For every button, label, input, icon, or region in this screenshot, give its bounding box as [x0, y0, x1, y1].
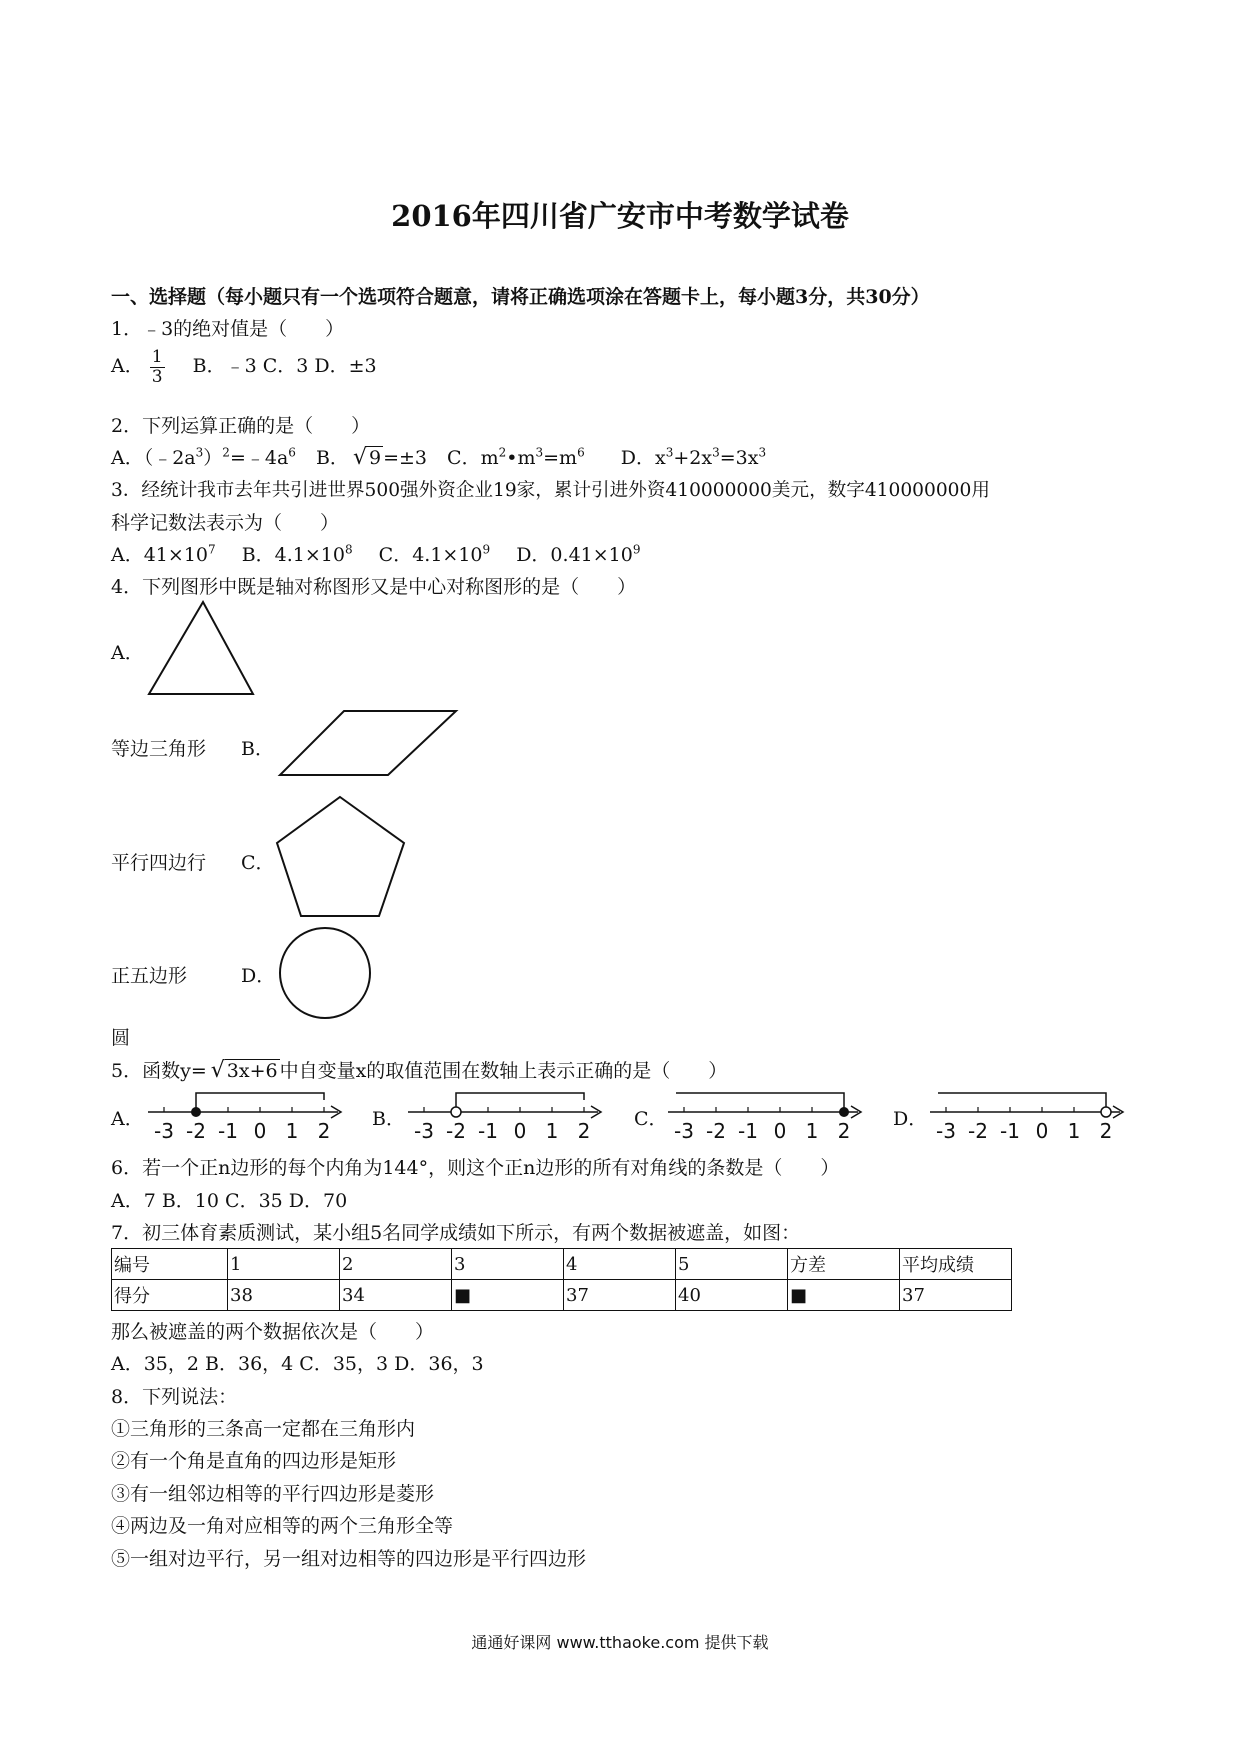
svg-text:2: 2	[577, 1119, 591, 1140]
svg-text:-1: -1	[218, 1119, 238, 1140]
svg-text:-3: -3	[936, 1119, 956, 1140]
q4-option-b-label: B．	[241, 738, 274, 760]
svg-text:2: 2	[837, 1119, 851, 1140]
q2-options	[111, 443, 766, 470]
number-line-a	[148, 1088, 348, 1140]
table-cell: 2	[340, 1249, 452, 1280]
table-cell: 5	[676, 1249, 788, 1280]
svg-text:-3: -3	[154, 1119, 174, 1140]
q8-item: ⑤一组对边平行，另一组对边相等的四边形是平行四边形	[111, 1548, 587, 1570]
q7-options: A．35，2 B．36，4 C．35，3 D．36，3	[111, 1353, 484, 1375]
svg-text:0: 0	[1035, 1119, 1049, 1140]
q6-stem: 6．若一个正n边形的每个内角为144°，则这个正n边形的所有对角线的条数是（ ）	[111, 1157, 840, 1179]
q1-fraction	[150, 348, 165, 386]
table-cell: 37	[900, 1280, 1012, 1311]
q8-stem: 8．下列说法：	[111, 1386, 238, 1408]
q3-stem-line1: 3．经统计我市去年共引进世界500强外资企业19家，累计引进外资410000000美元，数字410000000用	[111, 480, 990, 501]
table-cell: 34	[340, 1280, 452, 1311]
circle-figure	[275, 923, 375, 1023]
q4-stem: 4．下列图形中既是轴对称图形又是中心对称图形的是（ ）	[111, 576, 637, 598]
number-line-c	[668, 1088, 868, 1140]
svg-text:-1: -1	[478, 1119, 498, 1140]
q4-option-c-label: C．	[241, 852, 275, 874]
svg-text:-2: -2	[968, 1119, 988, 1140]
q5-option-c-label: C．	[634, 1108, 668, 1130]
masked-cell: ■	[788, 1280, 900, 1311]
table-cell: 37	[564, 1280, 676, 1311]
number-line-d	[930, 1088, 1130, 1140]
q2-option-a: A．$(﹣2a^3)^2=﹣4a^6$	[111, 445, 296, 469]
svg-text:1: 1	[285, 1119, 299, 1140]
q2-option-c: C．$m^2•m^3=m^6$	[447, 445, 585, 469]
svg-text:0: 0	[773, 1119, 787, 1140]
svg-text:0: 0	[253, 1119, 267, 1140]
score-table	[111, 1248, 1012, 1311]
q7-followup: 那么被遮盖的两个数据依次是（ ）	[111, 1321, 435, 1343]
table-header-row	[112, 1249, 1012, 1280]
q5-option-b-label: B．	[372, 1108, 405, 1130]
svg-text:-2: -2	[186, 1119, 206, 1140]
table-cell: 4	[564, 1249, 676, 1280]
q4-option-d-label: D．	[241, 965, 276, 987]
q5-stem: 5．函数y= √ 3x+6 中自变量x的取值范围在数轴上表示正确的是（ ）	[111, 1058, 728, 1083]
q4-option-a-label: A．	[111, 642, 144, 664]
table-cell: 编号	[112, 1249, 228, 1280]
svg-text:-2: -2	[706, 1119, 726, 1140]
q3-option-c: C．$4.1\times 10^9$	[378, 542, 491, 566]
table-cell: 平均成绩	[900, 1249, 1012, 1280]
number-line-b	[408, 1088, 608, 1140]
q2-stem: 2．下列运算正确的是（ ）	[111, 415, 371, 437]
q3-options	[111, 540, 640, 567]
page-title: 2016年四川省广安市中考数学试卷	[391, 199, 849, 233]
q4-option-a-caption: 等边三角形	[111, 738, 207, 760]
svg-text:1: 1	[805, 1119, 819, 1140]
svg-text:-1: -1	[738, 1119, 758, 1140]
pentagon-figure	[275, 794, 410, 924]
q4-option-b-caption: 平行四边行	[111, 852, 207, 874]
table-cell: 38	[228, 1280, 340, 1311]
svg-text:1: 1	[545, 1119, 559, 1140]
triangle-figure	[145, 600, 265, 700]
q8-item: ③有一组邻边相等的平行四边形是菱形	[111, 1483, 435, 1505]
q1-fraction-num: 1	[151, 347, 163, 367]
q8-item: ①三角形的三条高一定都在三角形内	[111, 1418, 416, 1440]
table-cell: 3	[452, 1249, 564, 1280]
q3-option-d: D．$0.41\times 10^9$	[516, 542, 641, 566]
q5-option-d-label: D．	[893, 1108, 928, 1130]
table-cell: 方差	[788, 1249, 900, 1280]
svg-text:-3: -3	[674, 1119, 694, 1140]
svg-text:0: 0	[513, 1119, 527, 1140]
parallelogram-figure	[276, 705, 461, 785]
q1-stem: 1．﹣3的绝对值是（ ）	[111, 318, 345, 340]
svg-text:1: 1	[1067, 1119, 1081, 1140]
q3-stem-line2: 科学记数法表示为（ ）	[111, 512, 340, 534]
svg-text:-2: -2	[446, 1119, 466, 1140]
section-heading: 一、选择题（每小题只有一个选项符合题意，请将正确选项涂在答题卡上，每小题3分，共30分）	[111, 286, 930, 308]
q4-option-c-caption: 正五边形	[111, 965, 188, 987]
svg-text:2: 2	[1099, 1119, 1113, 1140]
table-cell: 40	[676, 1280, 788, 1311]
svg-text:2: 2	[317, 1119, 331, 1140]
table-cell: 1	[228, 1249, 340, 1280]
footer-credit: 通通好课网 www.tthaoke.com 提供下载	[471, 1633, 769, 1652]
q6-options: A．7 B．10 C．35 D．70	[111, 1190, 348, 1212]
table-cell: 得分	[112, 1280, 228, 1311]
q1-fraction-den: 3	[151, 366, 163, 387]
svg-text:-1: -1	[1000, 1119, 1020, 1140]
q7-stem: 7．初三体育素质测试，某小组5名同学成绩如下所示，有两个数据被遮盖，如图：	[111, 1222, 801, 1244]
svg-text:-3: -3	[414, 1119, 434, 1140]
q3-option-b: B．$4.1\times 10^8$	[241, 542, 353, 566]
q1-options-rest: B．﹣3 C．3 D．±3	[192, 355, 377, 378]
q3-option-a: A．$41\times 10^7$	[111, 542, 216, 566]
q1-option-a: A．	[111, 355, 144, 378]
q1-options	[111, 348, 377, 386]
q5-option-a-label: A．	[111, 1108, 144, 1130]
q4-option-d-caption: 圆	[111, 1027, 131, 1049]
q8-item: ④两边及一角对应相等的两个三角形全等	[111, 1515, 454, 1537]
q2-option-b: B． √ 9 =±3	[315, 445, 427, 470]
masked-cell: ■	[452, 1280, 564, 1311]
q2-option-d: D．$x^3+2x^3=3x^3$	[620, 445, 767, 469]
table-row	[112, 1280, 1012, 1311]
q8-item: ②有一个角是直角的四边形是矩形	[111, 1450, 397, 1472]
